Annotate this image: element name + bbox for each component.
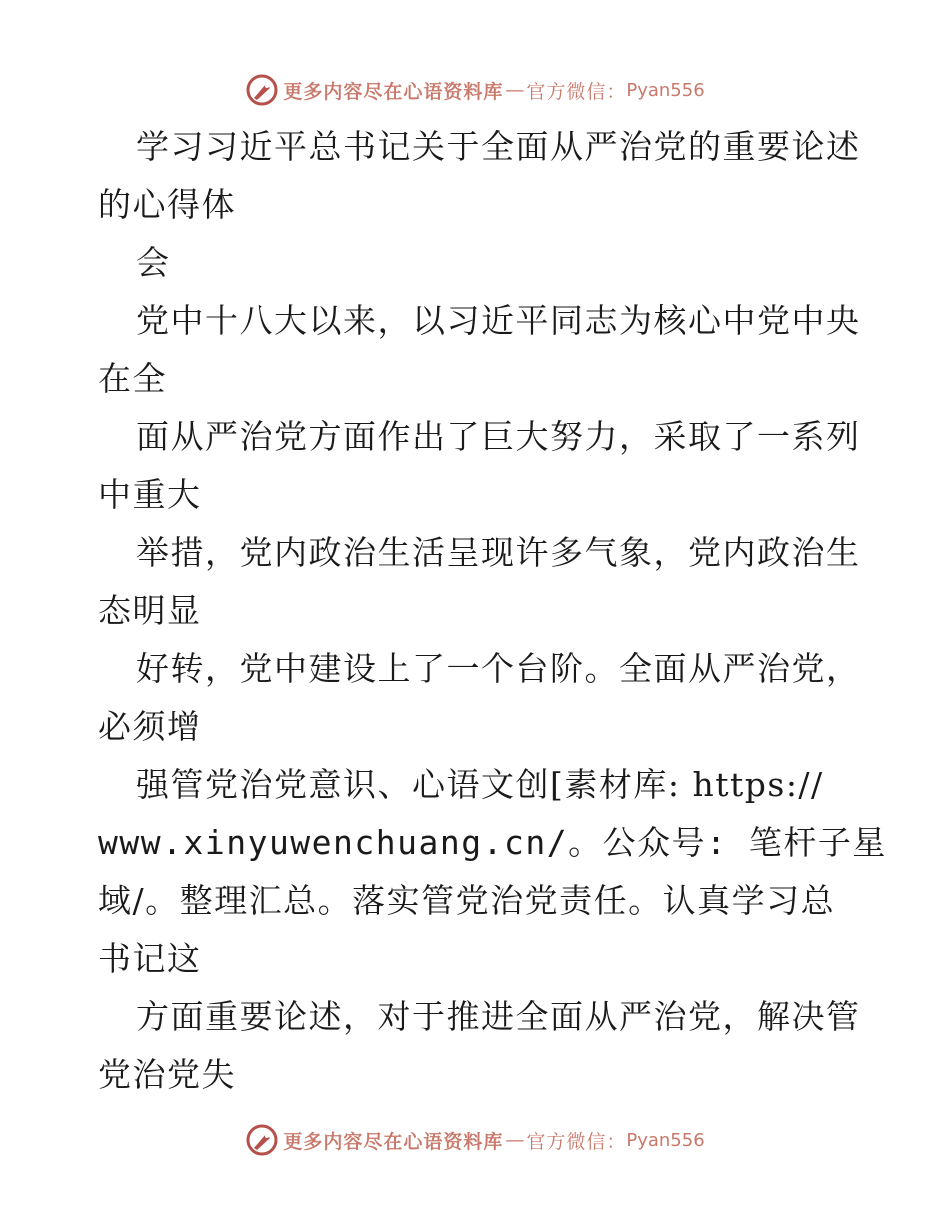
paragraph-line: 党治党失 (98, 1055, 236, 1094)
pen-nib-icon (245, 73, 279, 107)
banner-brand-text: 更多内容尽在心语资料库 (283, 80, 504, 103)
document-body (98, 118, 887, 1104)
paragraph-line: 书记这 (98, 939, 202, 978)
banner-wechat-id: Pyan556 (626, 79, 705, 101)
pen-nib-icon (245, 1123, 279, 1157)
paragraph-line: 中重大 (98, 475, 202, 514)
paragraph-line: 在全 (98, 359, 167, 398)
footer-watermark-banner (0, 1120, 950, 1160)
title-line-2: 的心得体 (98, 185, 236, 224)
paragraph-line: 域/。整理汇总。落实管党治党责任。认真学习总 (98, 881, 836, 920)
banner-wechat-id: Pyan556 (626, 1129, 705, 1151)
paragraph-line: 党中十八大以来，以习近平同志为核心中党中央 (136, 301, 861, 340)
paragraph-line: 必须增 (98, 707, 202, 746)
banner-wechat-label: 官方微信： (526, 1130, 627, 1153)
banner-separator: — (505, 1129, 525, 1151)
banner-separator: — (505, 79, 525, 101)
paragraph-line: 面从严治党方面作出了巨大努力，采取了一系列 (136, 417, 861, 456)
paragraph-line-url: www.xinyuwenchuang.cn/。公众号: 笔杆子星 (98, 823, 887, 862)
title-line-3: 会 (136, 243, 171, 282)
banner-wechat-label: 官方微信： (526, 80, 627, 103)
paragraph-line: 好转，党中建设上了一个台阶。全面从严治党， (136, 649, 861, 688)
paragraph-line: 方面重要论述，对于推进全面从严治党，解决管 (136, 997, 861, 1036)
paragraph-line: 态明显 (98, 591, 202, 630)
header-watermark-banner (0, 70, 950, 110)
paragraph-line: 举措，党内政治生活呈现许多气象，党内政治生 (136, 533, 861, 572)
banner-brand-text: 更多内容尽在心语资料库 (283, 1130, 504, 1153)
paragraph-line: 强管党治党意识、心语文创[素材库: https:// (136, 765, 824, 804)
title-line-1: 学习习近平总书记关于全面从严治党的重要论述 (136, 127, 861, 166)
